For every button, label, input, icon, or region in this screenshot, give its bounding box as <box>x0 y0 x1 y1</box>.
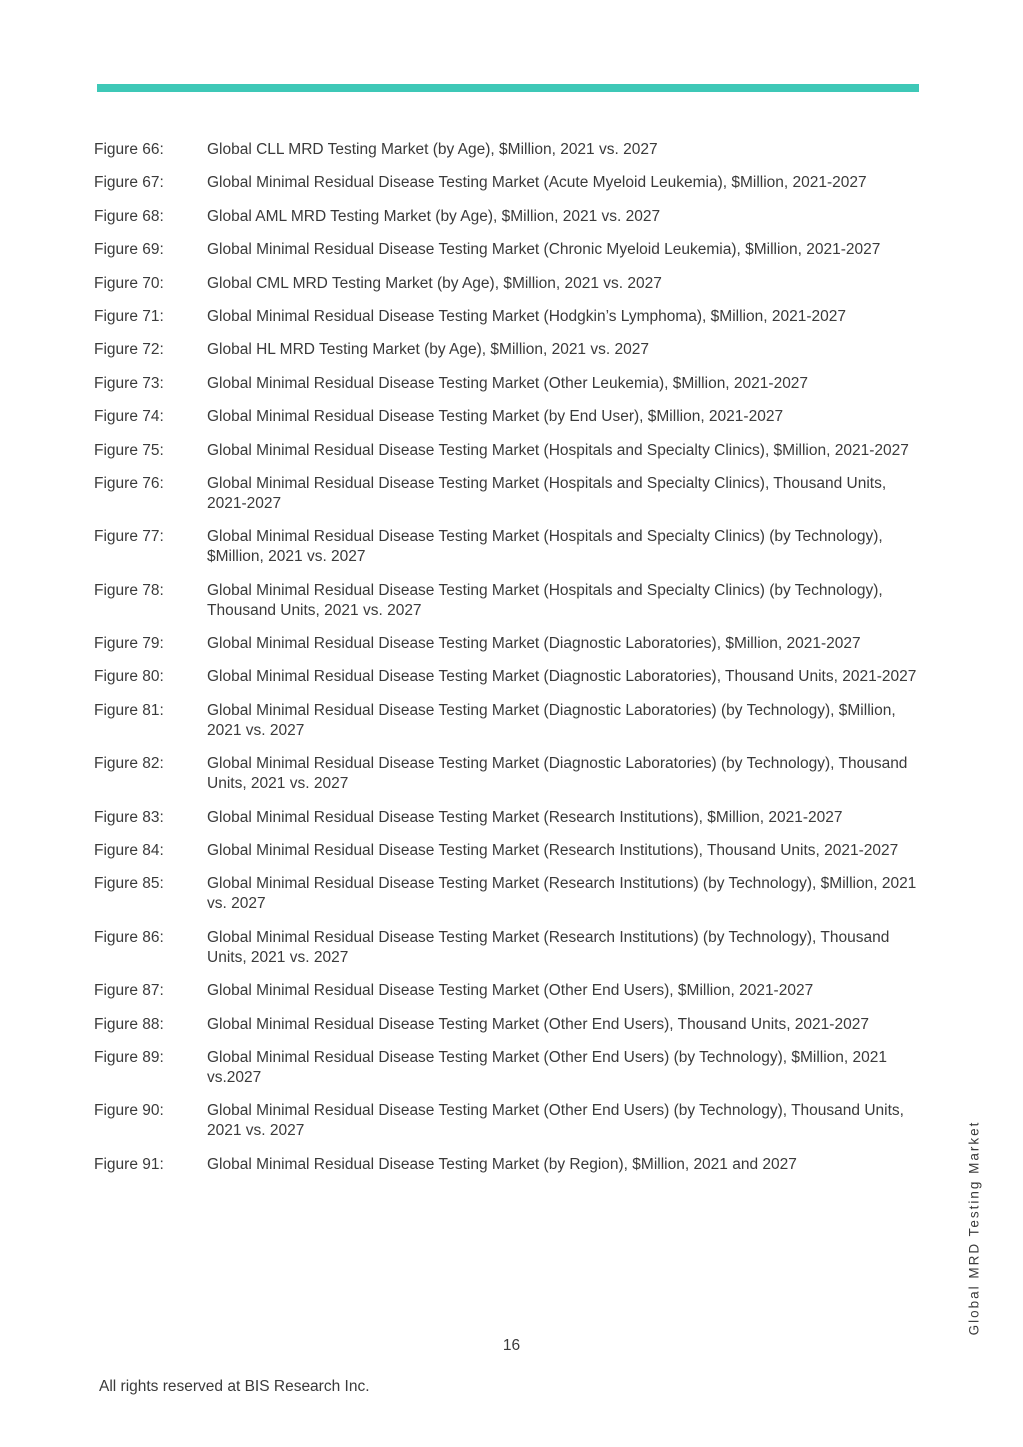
list-item <box>94 441 934 461</box>
figure-label: Figure 91: <box>94 1155 164 1173</box>
figure-label: Figure 78: <box>94 581 164 599</box>
figure-label: Figure 80: <box>94 668 164 686</box>
figure-label: Figure 87: <box>94 982 164 1000</box>
figure-label: Figure 88: <box>94 1015 164 1033</box>
figure-label: Figure 73: <box>94 374 164 392</box>
figure-label: Figure 74: <box>94 408 164 426</box>
list-item <box>94 527 934 567</box>
figure-title: Global CML MRD Testing Market (by Age), $Million, 2021 vs. 2027 <box>207 274 662 292</box>
page-number: 16 <box>502 1337 521 1354</box>
list-item <box>94 581 934 621</box>
figure-label: Figure 69: <box>94 241 164 259</box>
figure-title: Global Minimal Residual Disease Testing Market (Diagnostic Laboratories), $Million, 2021-2027 <box>207 635 861 653</box>
list-item <box>94 1015 934 1035</box>
figure-label: Figure 90: <box>94 1102 164 1120</box>
figure-title: Global Minimal Residual Disease Testing Market (Chronic Myeloid Leukemia), $Million, 2021-2027 <box>207 241 881 259</box>
figure-title: Global Minimal Residual Disease Testing Market (Other End Users), Thousand Units, 2021-2027 <box>207 1015 869 1033</box>
list-item <box>94 240 934 260</box>
footer-copyright: All rights reserved at BIS Research Inc. <box>99 1378 370 1395</box>
figure-title: Global Minimal Residual Disease Testing Market (Research Institutions) (by Technology), Thousand Units, 2021 vs. 2027 <box>207 928 890 966</box>
list-item <box>94 374 934 394</box>
figure-label: Figure 76: <box>94 474 164 492</box>
list-item <box>94 340 934 360</box>
list-item <box>94 140 934 160</box>
list-item <box>94 981 934 1001</box>
figure-title: Global Minimal Residual Disease Testing Market (Research Institutions), $Million, 2021-2027 <box>207 808 843 826</box>
list-item <box>94 207 934 227</box>
figure-title: Global Minimal Residual Disease Testing Market (Acute Myeloid Leukemia), $Million, 2021-2027 <box>207 174 867 192</box>
figure-title: Global Minimal Residual Disease Testing Market (Diagnostic Laboratories), Thousand Units, 2021-2027 <box>207 668 917 686</box>
figure-label: Figure 84: <box>94 842 164 860</box>
figure-label: Figure 85: <box>94 875 164 893</box>
figure-label: Figure 89: <box>94 1048 164 1066</box>
figure-label: Figure 66: <box>94 141 164 158</box>
list-item <box>94 754 934 794</box>
list-item <box>94 307 934 327</box>
figure-title: Global Minimal Residual Disease Testing Market (Hodgkin’s Lymphoma), $Million, 2021-2027 <box>207 307 846 325</box>
figure-label: Figure 75: <box>94 441 164 459</box>
list-item <box>94 1155 934 1175</box>
figure-title: Global Minimal Residual Disease Testing Market (Other End Users), $Million, 2021-2027 <box>207 982 814 1000</box>
figure-title: Global CLL MRD Testing Market (by Age), $Million, 2021 vs. 2027 <box>207 141 658 158</box>
list-item <box>94 874 934 914</box>
figure-label: Figure 81: <box>94 701 164 719</box>
figure-title: Global Minimal Residual Disease Testing Market (Diagnostic Laboratories) (by Technology), Thousand Units, 2021 vs. 2027 <box>207 755 908 793</box>
figure-label: Figure 68: <box>94 207 164 225</box>
figure-title: Global Minimal Residual Disease Testing Market (Research Institutions) (by Technology), $Million, 2021 vs. 2027 <box>207 875 917 913</box>
figure-title: Global Minimal Residual Disease Testing Market (by Region), $Million, 2021 and 2027 <box>207 1155 797 1173</box>
figure-label: Figure 72: <box>94 341 164 359</box>
figure-label: Figure 83: <box>94 808 164 826</box>
figure-label: Figure 82: <box>94 755 164 773</box>
figure-title: Global Minimal Residual Disease Testing Market (Research Institutions), Thousand Units, 2021-2027 <box>207 842 899 860</box>
list-item <box>94 701 934 741</box>
side-running-title: Global MRD Testing Market <box>966 1120 982 1336</box>
list-item <box>94 808 934 828</box>
figure-title: Global Minimal Residual Disease Testing Market (Hospitals and Specialty Clinics), $Million, 2021-2027 <box>207 441 909 459</box>
figure-title: Global Minimal Residual Disease Testing Market (Hospitals and Specialty Clinics) (by Technology), Thousand Units, 2021 vs. 2027 <box>207 581 883 619</box>
figure-title: Global Minimal Residual Disease Testing Market (Hospitals and Specialty Clinics) (by Technology), $Million, 2021 vs. 2027 <box>207 528 883 566</box>
list-item <box>94 1101 934 1141</box>
figure-title: Global AML MRD Testing Market (by Age), $Million, 2021 vs. 2027 <box>207 207 661 225</box>
figure-title: Global HL MRD Testing Market (by Age), $Million, 2021 vs. 2027 <box>207 341 649 359</box>
list-item <box>94 274 934 294</box>
figure-title: Global Minimal Residual Disease Testing Market (Hospitals and Specialty Clinics), Thousand Units, 2021-2027 <box>207 474 887 512</box>
figure-title: Global Minimal Residual Disease Testing Market (by End User), $Million, 2021-2027 <box>207 408 784 426</box>
figure-label: Figure 79: <box>94 635 164 653</box>
figure-label: Figure 70: <box>94 274 164 292</box>
figure-title: Global Minimal Residual Disease Testing Market (Diagnostic Laboratories) (by Technology), $Million, 2021 vs. 2027 <box>207 701 896 739</box>
list-item <box>94 928 934 968</box>
figure-label: Figure 71: <box>94 307 164 325</box>
figure-label: Figure 77: <box>94 528 164 546</box>
figure-label: Figure 86: <box>94 928 164 946</box>
list-item <box>94 841 934 861</box>
header-accent-rule <box>97 84 919 92</box>
list-item <box>94 667 934 687</box>
list-item <box>94 474 934 514</box>
list-item <box>94 1048 934 1088</box>
figure-label: Figure 67: <box>94 174 164 192</box>
list-of-figures <box>94 140 934 1188</box>
figure-title: Global Minimal Residual Disease Testing Market (Other End Users) (by Technology), Thousand Units, 2021 vs. 2027 <box>207 1102 904 1140</box>
list-item <box>94 173 934 193</box>
figure-title: Global Minimal Residual Disease Testing Market (Other Leukemia), $Million, 2021-2027 <box>207 374 809 392</box>
list-item <box>94 634 934 654</box>
figure-title: Global Minimal Residual Disease Testing Market (Other End Users) (by Technology), $Million, 2021 vs.2027 <box>207 1048 888 1086</box>
list-item <box>94 407 934 427</box>
